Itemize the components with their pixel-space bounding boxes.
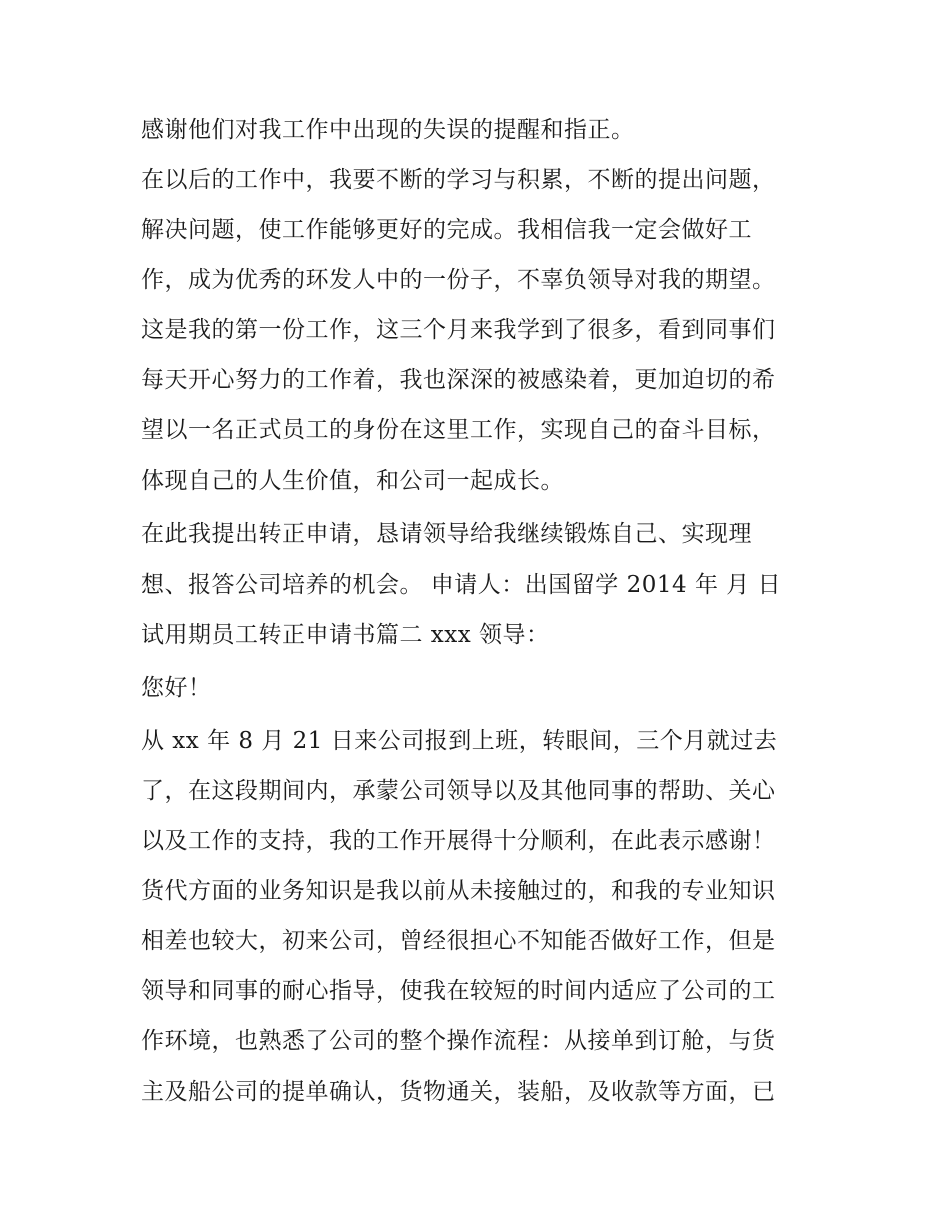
text-line: 在以后的工作中，我要不断的学习与积累，不断的提出问题， (141, 167, 776, 193)
text-line: 感谢他们对我工作中出现的失误的提醒和指正。 (141, 117, 635, 143)
text-line: 以及工作的支持，我的工作开展得十分顺利，在此表示感谢！ (141, 828, 776, 854)
text-line: 每天开心努力的工作着，我也深深的被感染着，更加迫切的希 (141, 367, 776, 393)
text-line: 主及船公司的提单确认，货物通关，装船，及收款等方面，已 (141, 1079, 776, 1105)
text-line: 这是我的第一份工作，这三个月来我学到了很多，看到同事们 (141, 317, 776, 343)
text-line: 领导和同事的耐心指导，使我在较短的时间内适应了公司的工 (141, 978, 776, 1004)
text-line: 望以一名正式员工的身份在这里工作，实现自己的奋斗目标， (141, 417, 776, 443)
text-line: 了，在这段期间内，承蒙公司领导以及其他同事的帮助、关心 (141, 778, 776, 804)
text-line: 想、报答公司培养的机会。 申请人：出国留学 2014 年 月 日 (141, 572, 782, 598)
text-line: 试用期员工转正申请书篇二 xxx 领导： (141, 622, 550, 648)
text-line: 作环境，也熟悉了公司的整个操作流程：从接单到订舱，与货 (141, 1028, 776, 1054)
text-line: 解决问题，使工作能够更好的完成。我相信我一定会做好工 (141, 217, 752, 243)
text-line: 相差也较大，初来公司，曾经很担心不知能否做好工作，但是 (141, 928, 776, 954)
text-line: 从 xx 年 8 月 21 日来公司报到上班，转眼间，三个月就过去 (141, 728, 778, 754)
text-line: 作，成为优秀的环发人中的一份子，不辜负领导对我的期望。 (141, 267, 776, 293)
text-line: 货代方面的业务知识是我以前从未接触过的，和我的专业知识 (141, 878, 776, 904)
text-line: 在此我提出转正申请，恳请领导给我继续锻炼自己、实现理 (141, 521, 752, 547)
text-line: 您好！ (141, 675, 212, 701)
text-line: 体现自己的人生价值，和公司一起成长。 (141, 468, 564, 494)
